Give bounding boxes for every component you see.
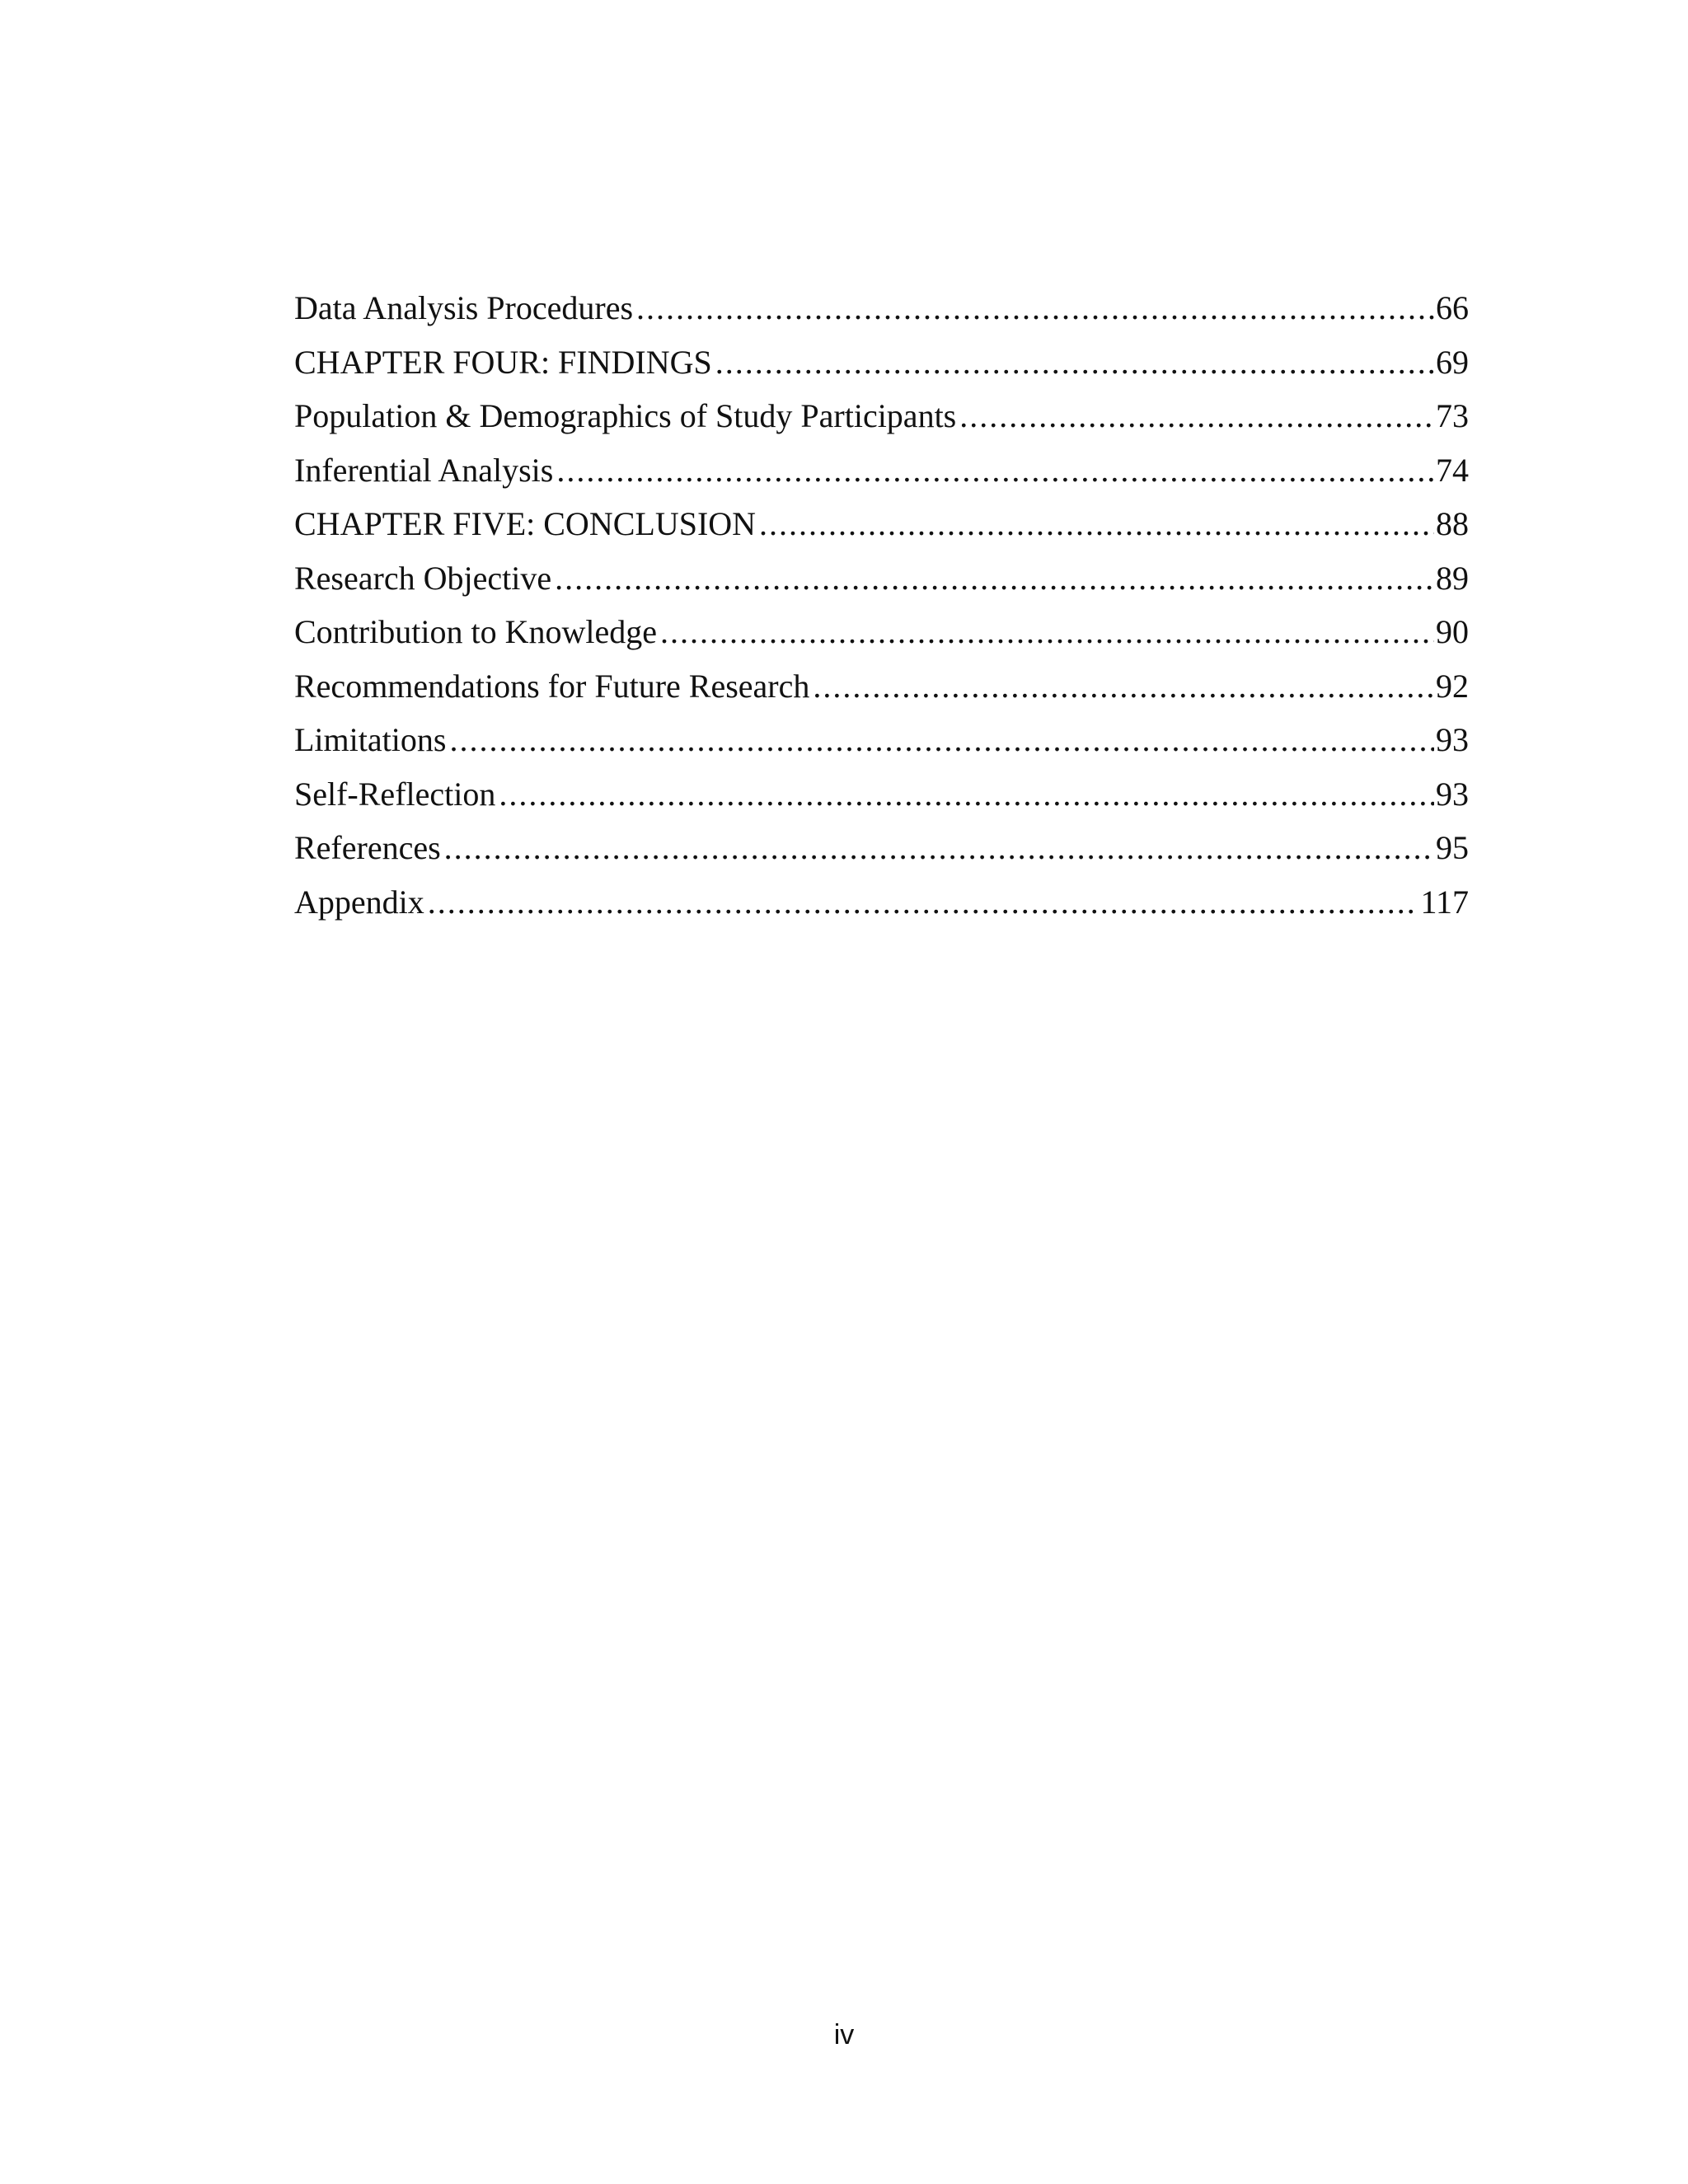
toc-entry-page: 74	[1436, 451, 1469, 489]
toc-entry-title: CHAPTER FOUR: FINDINGS	[294, 343, 712, 381]
dot-leader	[444, 828, 1434, 867]
toc-entry-title: Data Analysis Procedures	[294, 289, 634, 326]
dot-leader	[636, 288, 1434, 327]
toc-entry[interactable]	[294, 288, 1469, 343]
toc-entry-page: 73	[1436, 397, 1469, 434]
dot-leader	[449, 720, 1434, 759]
toc-entry-page: 93	[1436, 721, 1469, 758]
toc-entry-title: CHAPTER FIVE: CONCLUSION	[294, 505, 757, 542]
toc-entry[interactable]	[294, 828, 1469, 883]
toc-entry-page: 95	[1436, 829, 1469, 866]
toc-entry[interactable]	[294, 559, 1469, 613]
toc-entry[interactable]	[294, 612, 1469, 667]
dot-leader	[813, 667, 1434, 705]
toc-entry-page: 66	[1436, 289, 1469, 326]
toc-entry[interactable]	[294, 504, 1469, 559]
toc-entry-title: Limitations	[294, 721, 447, 758]
toc-entry-title: Population & Demographics of Study Participants	[294, 397, 957, 434]
dot-leader	[660, 612, 1434, 651]
toc-entry[interactable]	[294, 451, 1469, 505]
toc-entry[interactable]	[294, 720, 1469, 775]
toc-entry-title: Contribution to Knowledge	[294, 613, 657, 650]
toc-entry[interactable]	[294, 775, 1469, 829]
toc-entry-page: 92	[1436, 667, 1469, 705]
toc-entry-title: References	[294, 829, 441, 866]
toc-entry-page: 88	[1436, 505, 1469, 542]
toc-entry-page: 117	[1420, 883, 1469, 921]
dot-leader	[556, 451, 1434, 490]
dot-leader	[428, 883, 1419, 921]
dot-leader	[555, 559, 1434, 598]
toc-entry-title: Research Objective	[294, 559, 552, 597]
toc-entry-page: 89	[1436, 559, 1469, 597]
toc-entry[interactable]	[294, 883, 1469, 937]
toc-entry[interactable]	[294, 343, 1469, 397]
toc-entry-title: Inferential Analysis	[294, 451, 554, 489]
table-of-contents	[294, 288, 1469, 936]
toc-entry-title: Self-Reflection	[294, 775, 496, 813]
page-number: iv	[833, 2019, 855, 2050]
toc-entry-title: Appendix	[294, 883, 424, 921]
toc-entry-page: 69	[1436, 343, 1469, 381]
toc-entry-page: 93	[1436, 775, 1469, 813]
toc-entry-title: Recommendations for Future Research	[294, 667, 810, 705]
toc-entry-page: 90	[1436, 613, 1469, 650]
toc-entry[interactable]	[294, 396, 1469, 451]
dot-leader	[499, 775, 1434, 813]
dot-leader	[715, 343, 1434, 382]
dot-leader	[959, 396, 1434, 435]
toc-entry[interactable]	[294, 667, 1469, 721]
dot-leader	[759, 504, 1434, 543]
